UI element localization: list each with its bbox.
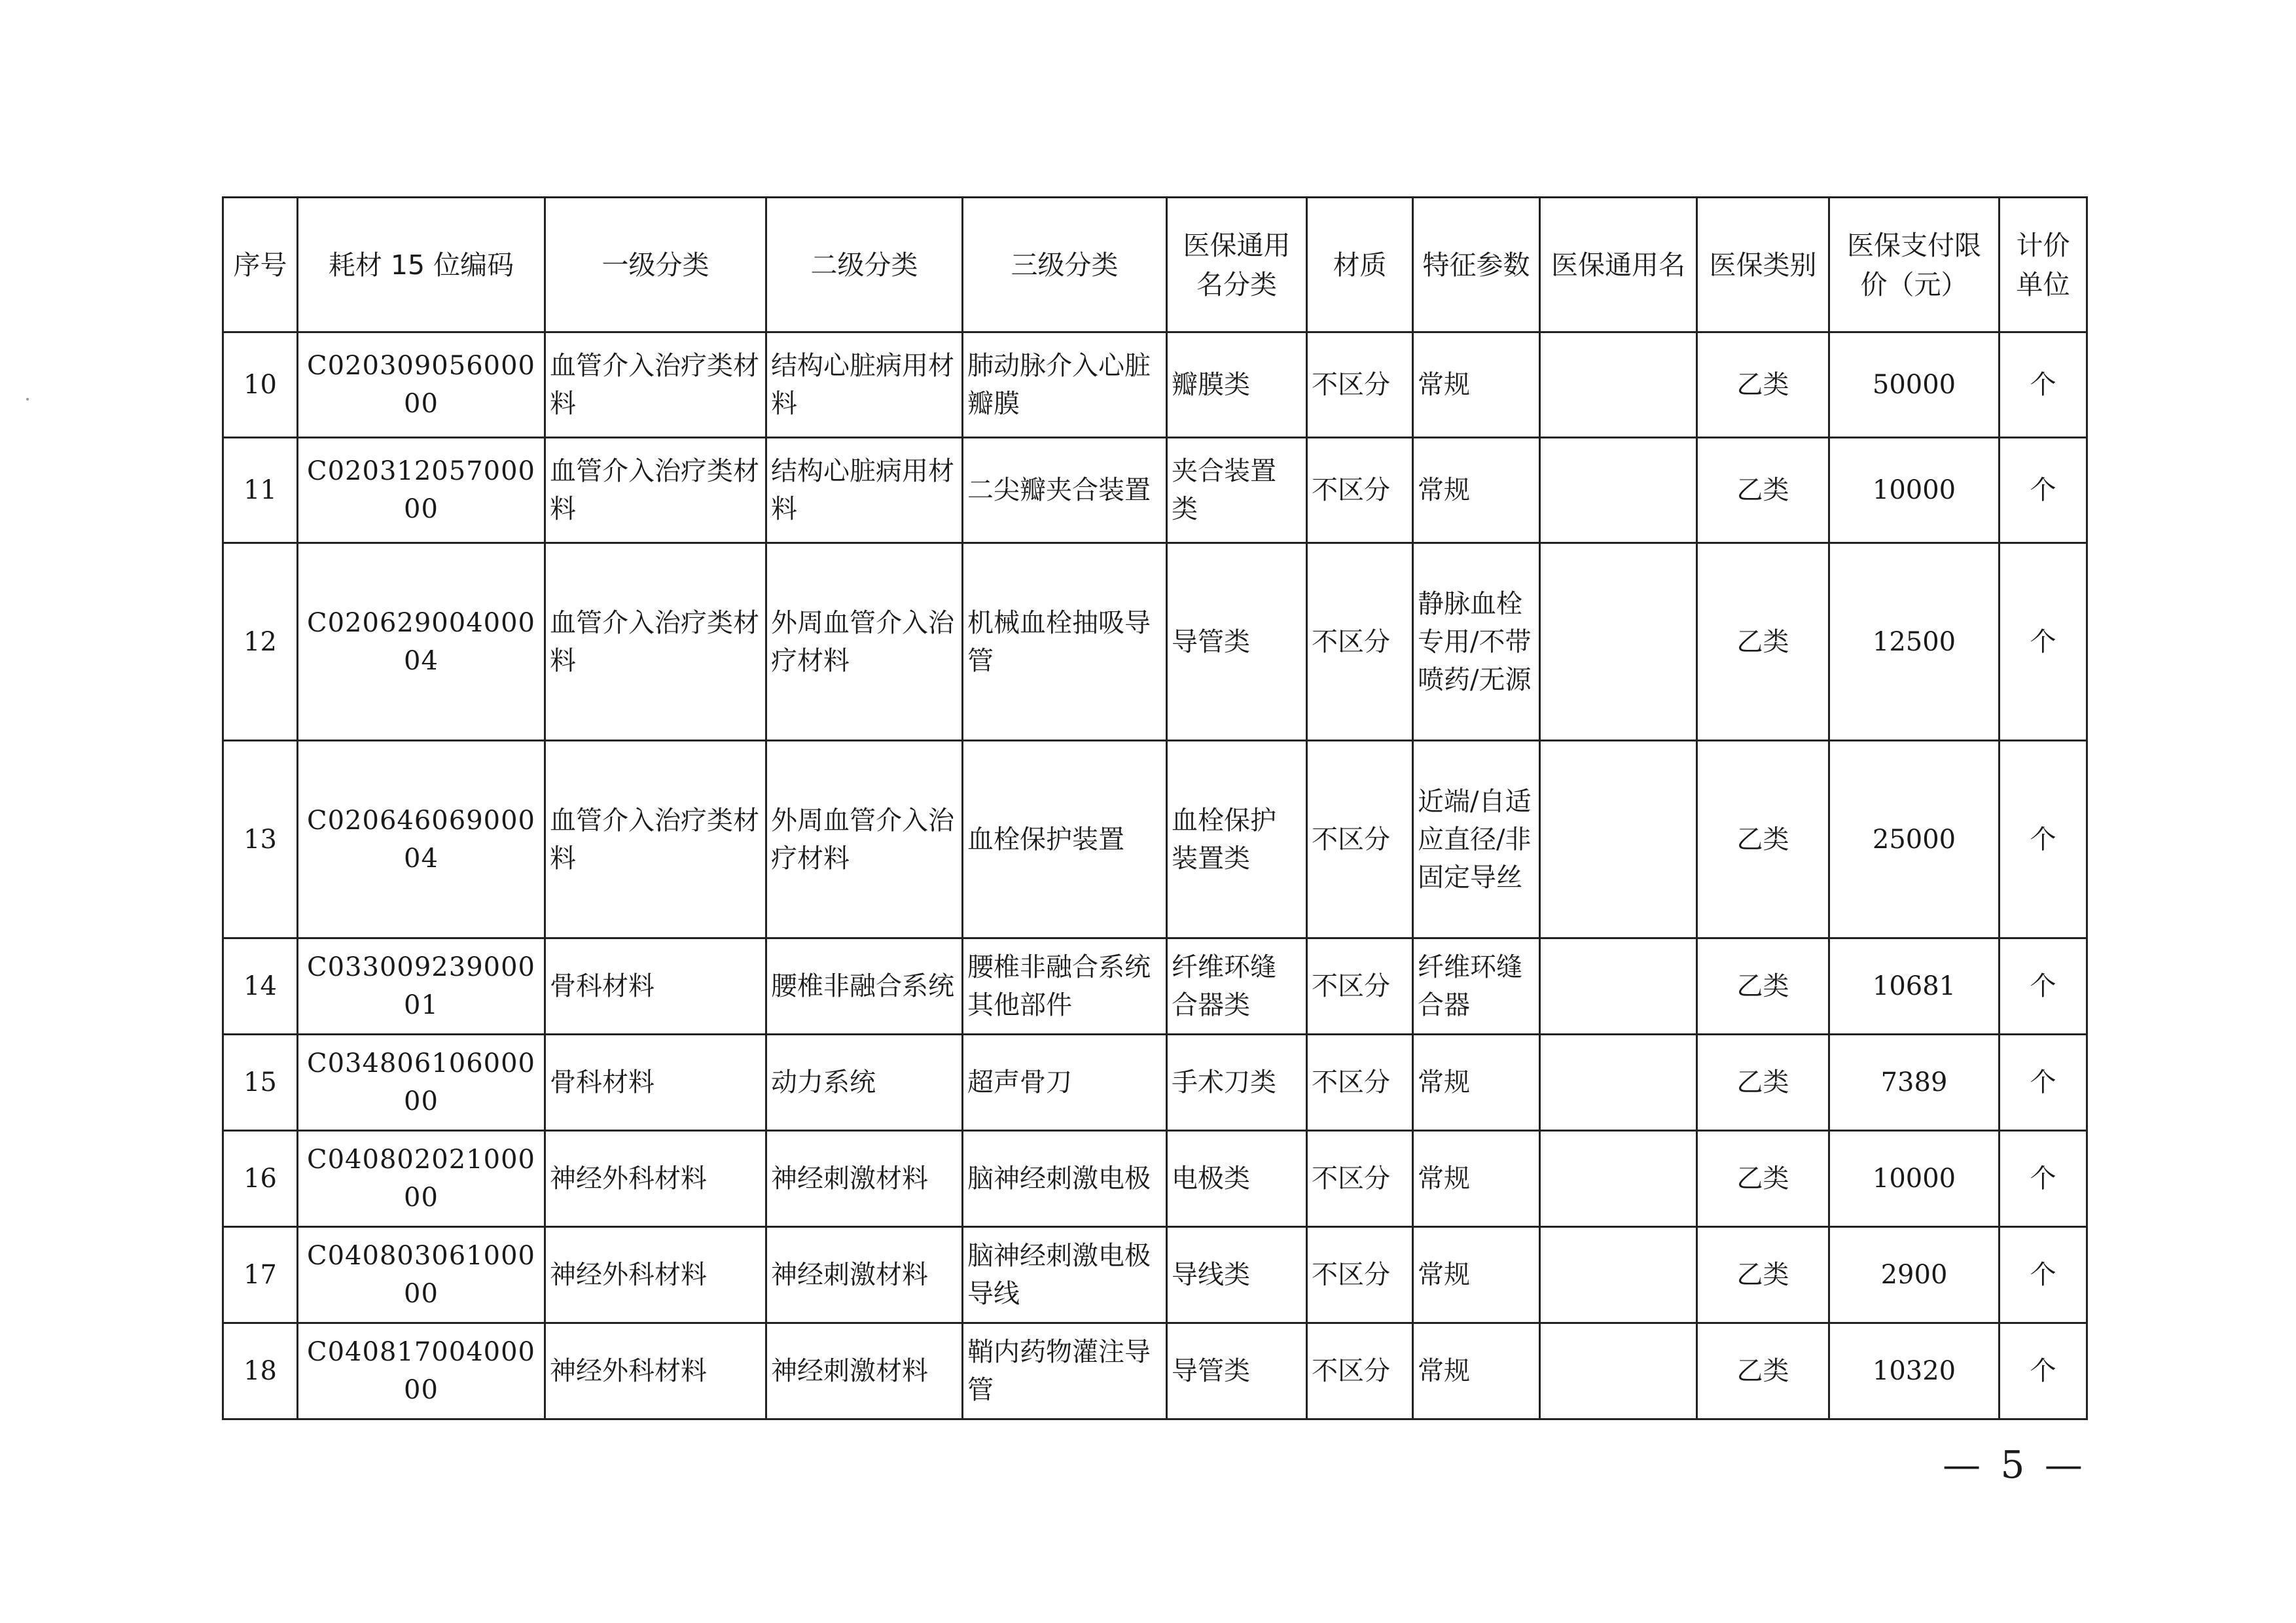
cell-price-limit: 12500 xyxy=(1829,543,2000,741)
cell-level3: 机械血栓抽吸导管 xyxy=(963,543,1167,741)
cell-code: C02062900400004 xyxy=(298,543,545,741)
cell-unit: 个 xyxy=(2000,1227,2087,1323)
cell-code: C02031205700000 xyxy=(298,438,545,543)
cell-level3: 脑神经刺激电极 xyxy=(963,1131,1167,1227)
cell-level1: 血管介入治疗类材料 xyxy=(545,332,766,438)
cell-code: C03300923900001 xyxy=(298,938,545,1035)
table-row xyxy=(223,1131,2087,1227)
cell-feature: 纤维环缝合器 xyxy=(1413,938,1540,1035)
header-index: 序号 xyxy=(223,198,298,332)
cell-generic-class: 瓣膜类 xyxy=(1167,332,1307,438)
cell-level1: 血管介入治疗类材料 xyxy=(545,741,766,938)
header-level1: 一级分类 xyxy=(545,198,766,332)
cell-price-limit: 10320 xyxy=(1829,1323,2000,1419)
cell-unit: 个 xyxy=(2000,543,2087,741)
cell-feature: 静脉血栓专用/不带喷药/无源 xyxy=(1413,543,1540,741)
cell-material: 不区分 xyxy=(1307,438,1413,543)
cell-insurance-type: 乙类 xyxy=(1697,1131,1829,1227)
cell-feature: 常规 xyxy=(1413,1323,1540,1419)
page-number: — 5 — xyxy=(1943,1442,2087,1487)
table-row xyxy=(223,543,2087,741)
header-feature: 特征参数 xyxy=(1413,198,1540,332)
cell-index: 16 xyxy=(223,1131,298,1227)
cell-insurance-type: 乙类 xyxy=(1697,543,1829,741)
cell-level1: 血管介入治疗类材料 xyxy=(545,543,766,741)
cell-price-limit: 7389 xyxy=(1829,1035,2000,1131)
cell-insurance-type: 乙类 xyxy=(1697,1227,1829,1323)
cell-code: C02030905600000 xyxy=(298,332,545,438)
cell-unit: 个 xyxy=(2000,741,2087,938)
cell-material: 不区分 xyxy=(1307,1035,1413,1131)
cell-generic-name xyxy=(1540,938,1697,1035)
table-row xyxy=(223,1227,2087,1323)
cell-material: 不区分 xyxy=(1307,1323,1413,1419)
cell-level1: 神经外科材料 xyxy=(545,1323,766,1419)
cell-unit: 个 xyxy=(2000,438,2087,543)
cell-generic-name xyxy=(1540,1131,1697,1227)
cell-level3: 肺动脉介入心脏瓣膜 xyxy=(963,332,1167,438)
header-generic-name: 医保通用名 xyxy=(1540,198,1697,332)
cell-material: 不区分 xyxy=(1307,332,1413,438)
cell-index: 10 xyxy=(223,332,298,438)
header-level2: 二级分类 xyxy=(766,198,963,332)
cell-generic-class: 导线类 xyxy=(1167,1227,1307,1323)
cell-index: 12 xyxy=(223,543,298,741)
cell-insurance-type: 乙类 xyxy=(1697,332,1829,438)
cell-level2: 外周血管介入治疗材料 xyxy=(766,543,963,741)
cell-level2: 神经刺激材料 xyxy=(766,1131,963,1227)
table-row xyxy=(223,332,2087,438)
cell-feature: 常规 xyxy=(1413,438,1540,543)
cell-level3: 脑神经刺激电极导线 xyxy=(963,1227,1167,1323)
cell-material: 不区分 xyxy=(1307,741,1413,938)
cell-feature: 常规 xyxy=(1413,1227,1540,1323)
cell-price-limit: 50000 xyxy=(1829,332,2000,438)
cell-material: 不区分 xyxy=(1307,1131,1413,1227)
cell-price-limit: 10681 xyxy=(1829,938,2000,1035)
header-generic-class: 医保通用名分类 xyxy=(1167,198,1307,332)
cell-price-limit: 2900 xyxy=(1829,1227,2000,1323)
cell-feature: 常规 xyxy=(1413,1035,1540,1131)
cell-index: 11 xyxy=(223,438,298,543)
cell-level3: 血栓保护装置 xyxy=(963,741,1167,938)
scan-speck xyxy=(26,398,29,401)
header-level3: 三级分类 xyxy=(963,198,1167,332)
header-price-limit: 医保支付限价（元） xyxy=(1829,198,2000,332)
cell-level1: 神经外科材料 xyxy=(545,1131,766,1227)
cell-level3: 腰椎非融合系统其他部件 xyxy=(963,938,1167,1035)
cell-level3: 鞘内药物灌注导管 xyxy=(963,1323,1167,1419)
table-row xyxy=(223,938,2087,1035)
cell-generic-name xyxy=(1540,438,1697,543)
cell-price-limit: 25000 xyxy=(1829,741,2000,938)
cell-level1: 骨科材料 xyxy=(545,1035,766,1131)
cell-unit: 个 xyxy=(2000,1035,2087,1131)
cell-feature: 近端/自适应直径/非固定导丝 xyxy=(1413,741,1540,938)
cell-level1: 神经外科材料 xyxy=(545,1227,766,1323)
cell-generic-name xyxy=(1540,1035,1697,1131)
cell-generic-class: 夹合装置类 xyxy=(1167,438,1307,543)
cell-index: 14 xyxy=(223,938,298,1035)
cell-level3: 二尖瓣夹合装置 xyxy=(963,438,1167,543)
table-row xyxy=(223,1323,2087,1419)
cell-price-limit: 10000 xyxy=(1829,438,2000,543)
cell-level2: 神经刺激材料 xyxy=(766,1227,963,1323)
cell-material: 不区分 xyxy=(1307,938,1413,1035)
cell-price-limit: 10000 xyxy=(1829,1131,2000,1227)
cell-index: 17 xyxy=(223,1227,298,1323)
cell-level2: 腰椎非融合系统 xyxy=(766,938,963,1035)
cell-generic-name xyxy=(1540,332,1697,438)
header-unit: 计价单位 xyxy=(2000,198,2087,332)
cell-generic-class: 导管类 xyxy=(1167,543,1307,741)
cell-generic-name xyxy=(1540,1323,1697,1419)
cell-generic-class: 电极类 xyxy=(1167,1131,1307,1227)
cell-code: C04080306100000 xyxy=(298,1227,545,1323)
cell-feature: 常规 xyxy=(1413,332,1540,438)
cell-index: 18 xyxy=(223,1323,298,1419)
table-row xyxy=(223,1035,2087,1131)
cell-generic-class: 血栓保护装置类 xyxy=(1167,741,1307,938)
cell-level2: 外周血管介入治疗材料 xyxy=(766,741,963,938)
cell-code: C02064606900004 xyxy=(298,741,545,938)
cell-level2: 动力系统 xyxy=(766,1035,963,1131)
cell-unit: 个 xyxy=(2000,332,2087,438)
cell-generic-class: 手术刀类 xyxy=(1167,1035,1307,1131)
cell-generic-name xyxy=(1540,543,1697,741)
cell-level2: 神经刺激材料 xyxy=(766,1323,963,1419)
cell-level2: 结构心脏病用材料 xyxy=(766,438,963,543)
cell-unit: 个 xyxy=(2000,1323,2087,1419)
cell-insurance-type: 乙类 xyxy=(1697,438,1829,543)
cell-level3: 超声骨刀 xyxy=(963,1035,1167,1131)
cell-insurance-type: 乙类 xyxy=(1697,1323,1829,1419)
cell-material: 不区分 xyxy=(1307,1227,1413,1323)
cell-code: C04080202100000 xyxy=(298,1131,545,1227)
cell-index: 13 xyxy=(223,741,298,938)
cell-insurance-type: 乙类 xyxy=(1697,741,1829,938)
table-row xyxy=(223,741,2087,938)
consumables-catalog-table xyxy=(222,196,2088,1420)
cell-insurance-type: 乙类 xyxy=(1697,1035,1829,1131)
cell-level1: 骨科材料 xyxy=(545,938,766,1035)
cell-unit: 个 xyxy=(2000,938,2087,1035)
cell-unit: 个 xyxy=(2000,1131,2087,1227)
cell-level2: 结构心脏病用材料 xyxy=(766,332,963,438)
cell-material: 不区分 xyxy=(1307,543,1413,741)
cell-insurance-type: 乙类 xyxy=(1697,938,1829,1035)
cell-generic-class: 导管类 xyxy=(1167,1323,1307,1419)
cell-index: 15 xyxy=(223,1035,298,1131)
header-insurance-type: 医保类别 xyxy=(1697,198,1829,332)
header-code: 耗材 15 位编码 xyxy=(298,198,545,332)
table-row xyxy=(223,438,2087,543)
cell-generic-class: 纤维环缝合器类 xyxy=(1167,938,1307,1035)
cell-generic-name xyxy=(1540,1227,1697,1323)
cell-feature: 常规 xyxy=(1413,1131,1540,1227)
table-header-row xyxy=(223,198,2087,332)
header-material: 材质 xyxy=(1307,198,1413,332)
cell-level1: 血管介入治疗类材料 xyxy=(545,438,766,543)
cell-code: C04081700400000 xyxy=(298,1323,545,1419)
cell-code: C03480610600000 xyxy=(298,1035,545,1131)
cell-generic-name xyxy=(1540,741,1697,938)
